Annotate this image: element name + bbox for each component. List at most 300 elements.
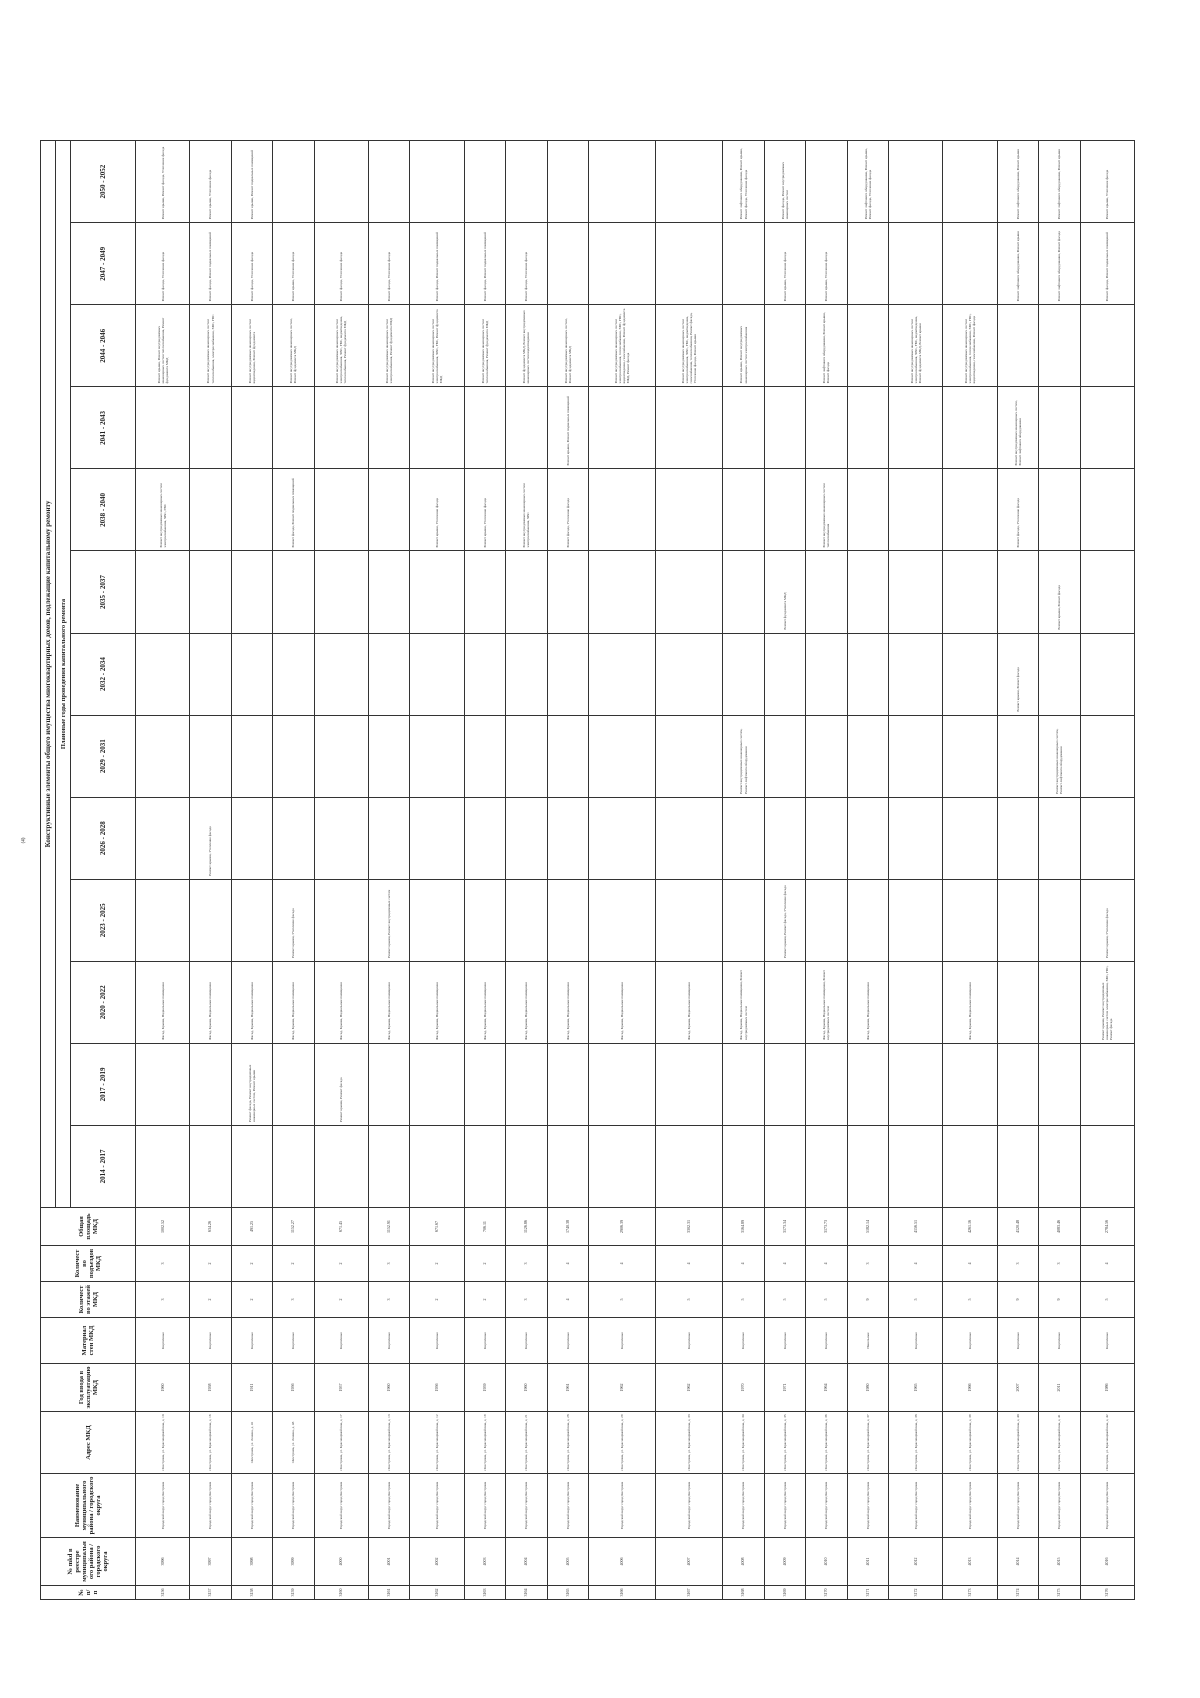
plan-cell — [464, 715, 505, 797]
period-header: 2017 - 2019 — [71, 1043, 136, 1125]
plan-cell — [889, 551, 943, 633]
entrance-count: 3 — [1039, 1246, 1080, 1282]
row-no: 3168 — [723, 1586, 764, 1600]
mkd-id: 4013 — [943, 1538, 997, 1586]
entrance-count: 2 — [314, 1246, 368, 1282]
plan-cell: Ремонт лифтового оборудования, Ремонт крыши — [1039, 141, 1080, 223]
floor-count: 5 — [656, 1282, 723, 1318]
year-built: 1956 — [273, 1364, 314, 1412]
mkd-id: 4005 — [547, 1538, 588, 1586]
plan-cell: Ремонт внутридомовых инженерных систем теплоснабжения — [806, 469, 847, 551]
floor-count: 5 — [764, 1282, 805, 1318]
district-name: Городской округ город Кострома — [588, 1474, 655, 1538]
entrance-count: 4 — [764, 1246, 805, 1282]
plan-cell: Ремонт крыши, Утепление фасада — [464, 469, 505, 551]
plan-cell — [1039, 305, 1080, 387]
table-row — [997, 141, 1038, 1600]
year-built: 1961 — [547, 1364, 588, 1412]
plan-cell — [273, 1125, 314, 1207]
plan-cell — [547, 1125, 588, 1207]
plan-cell — [368, 1043, 409, 1125]
district-name: Городской округ город Кострома — [231, 1474, 272, 1538]
entrance-count: 2 — [410, 1246, 464, 1282]
plan-cell — [723, 223, 764, 305]
floor-count: 3 — [506, 1282, 547, 1318]
row-no: 3171 — [847, 1586, 888, 1600]
plan-cell — [1039, 633, 1080, 715]
address: г.Кострома, ул. Красноармейская, д. 38 — [889, 1412, 943, 1474]
plan-cell — [368, 387, 409, 469]
entrance-count: 4 — [656, 1246, 723, 1282]
wall-material: Кирпичные — [547, 1318, 588, 1364]
entrance-count: 3 — [136, 1246, 190, 1282]
wall-material: Кирпичные — [506, 1318, 547, 1364]
plan-cell: Фасад, Крыша, Подвальные помещения — [847, 961, 888, 1043]
plan-cell: Фасад, Крыша, Подвальные помещения — [273, 961, 314, 1043]
plan-cell — [368, 1125, 409, 1207]
plan-cell — [847, 797, 888, 879]
plan-cell — [273, 551, 314, 633]
year-built: 2011 — [1039, 1364, 1080, 1412]
plan-cell: Ремонт внутридомовых инженерных систем, Ремонт фундамента МКД — [273, 305, 314, 387]
plan-cell — [464, 633, 505, 715]
year-built: 1962 — [656, 1364, 723, 1412]
district-name: Городской округ город Кострома — [997, 1474, 1038, 1538]
plan-cell — [588, 633, 655, 715]
plan-cell — [231, 879, 272, 961]
floor-count: 2 — [190, 1282, 231, 1318]
plan-cell — [506, 551, 547, 633]
year-built: 1970 — [723, 1364, 764, 1412]
plan-cell: Ремонт внутридомовых инженерных систем водоотведения, Ремонт фундамента — [231, 305, 272, 387]
plan-cell — [136, 387, 190, 469]
plan-cell — [764, 1043, 805, 1125]
table-subtitle: Плановые годы проведения капитального ремонта — [56, 141, 71, 1208]
district-name: Городской округ город Кострома — [723, 1474, 764, 1538]
plan-cell — [410, 387, 464, 469]
district-name: Городской округ город Кострома — [764, 1474, 805, 1538]
plan-cell — [723, 469, 764, 551]
district-name: Городской округ город Кострома — [847, 1474, 888, 1538]
plan-cell — [1080, 469, 1134, 551]
entrance-count: 4 — [1080, 1246, 1134, 1282]
plan-cell — [314, 1125, 368, 1207]
plan-cell: Ремонт крыши, Ремонт подвальных помещений — [547, 387, 588, 469]
table-row — [231, 141, 272, 1600]
plan-cell — [723, 1043, 764, 1125]
table-row — [656, 141, 723, 1600]
plan-cell — [764, 715, 805, 797]
plan-cell — [764, 305, 805, 387]
table-row — [190, 141, 231, 1600]
period-header: 2050 - 2052 — [71, 141, 136, 223]
year-built: 1964 — [806, 1364, 847, 1412]
address: г.Кострома, ул. Красноармейская, д. 42 — [1080, 1412, 1134, 1474]
plan-cell — [1080, 715, 1134, 797]
plan-cell — [506, 1125, 547, 1207]
plan-cell: Ремонт фасада, Ремонт внутридомовых инженерных систем, Ремонт крыши — [231, 1043, 272, 1125]
address: г.Кострома, ул. Красноармейская, д. 17 — [314, 1412, 368, 1474]
plan-cell — [588, 1043, 655, 1125]
plan-cell — [136, 1043, 190, 1125]
plan-cell: Ремонт крыши, Ремонт фасада, Утепление фасада — [764, 879, 805, 961]
entrance-count: 3 — [847, 1246, 888, 1282]
wall-material: Кирпичные — [588, 1318, 655, 1364]
plan-cell — [368, 715, 409, 797]
total-area: 1002.52 — [136, 1208, 190, 1246]
plan-cell — [943, 633, 997, 715]
plan-cell — [547, 633, 588, 715]
total-area: 491.25 — [231, 1208, 272, 1246]
address: г.Кострома, ул. Красноармейская, д. 34 — [723, 1412, 764, 1474]
period-header: 2020 - 2022 — [71, 961, 136, 1043]
plan-cell — [723, 1125, 764, 1207]
plan-cell — [464, 387, 505, 469]
plan-cell — [273, 633, 314, 715]
plan-cell — [547, 879, 588, 961]
total-area: 706.11 — [464, 1208, 505, 1246]
plan-cell: Ремонт внутридомовых инженерных систем электроснабжения, теплоснабжения, ХВС, ГВС, водоотведения, газоснабжения, Ремонт фасада — [943, 305, 997, 387]
plan-cell — [506, 879, 547, 961]
mkd-id: 4001 — [368, 1538, 409, 1586]
plan-cell: Ремонт крыши, Ремонт подвальных помещений — [231, 141, 272, 223]
plan-cell — [506, 633, 547, 715]
plan-cell — [764, 469, 805, 551]
plan-cell: Фасад, Крыша, Подвальные помещения, Ремонт внутридомовых систем — [723, 961, 764, 1043]
address: г.Кострома, ул. Красноармейская, д. 21 — [506, 1412, 547, 1474]
table-row — [273, 141, 314, 1600]
address: г.Кострома, ул. Красноармейская, д. 37 — [847, 1412, 888, 1474]
plan-cell — [588, 141, 655, 223]
plan-cell — [723, 879, 764, 961]
district-name: Городской округ город Кострома — [806, 1474, 847, 1538]
year-built: 1911 — [231, 1364, 272, 1412]
plan-cell — [368, 633, 409, 715]
plan-cell: Ремонт лифтового оборудования, Ремонт крыши — [997, 223, 1038, 305]
plan-cell — [943, 1125, 997, 1207]
plan-cell — [764, 961, 805, 1043]
mkd-id: 4016 — [1080, 1538, 1134, 1586]
address: г.Кострома, ул. Красноармейская, д. 35 — [764, 1412, 805, 1474]
plan-cell — [1039, 1043, 1080, 1125]
plan-cell — [190, 551, 231, 633]
plan-cell — [806, 797, 847, 879]
plan-cell — [368, 797, 409, 879]
year-built: 1966 — [943, 1364, 997, 1412]
mkd-id: 4003 — [464, 1538, 505, 1586]
plan-cell — [273, 1043, 314, 1125]
year-built: 1956 — [410, 1364, 464, 1412]
address: г.Кострома, ул. Красноармейская, д. 13 — [368, 1412, 409, 1474]
header-entrances: Количество подъездов МКД — [41, 1246, 136, 1282]
district-name: Городской округ город Кострома — [1080, 1474, 1134, 1538]
header-district: Наименование муниципального района / городского округа — [41, 1474, 136, 1538]
row-no: 3173 — [943, 1586, 997, 1600]
wall-material: Кирпичные — [1039, 1318, 1080, 1364]
plan-cell: Ремонт лифтового оборудования, Ремонт крыши — [997, 141, 1038, 223]
plan-cell — [314, 879, 368, 961]
plan-cell — [136, 1125, 190, 1207]
row-no: 3165 — [547, 1586, 588, 1600]
floor-count: 3 — [368, 1282, 409, 1318]
plan-cell — [656, 1043, 723, 1125]
floor-count: 2 — [314, 1282, 368, 1318]
plan-cell: Ремонт крыши, Утепление фасада — [273, 879, 314, 961]
total-area: 3164.89 — [723, 1208, 764, 1246]
plan-cell — [997, 715, 1038, 797]
row-no: 3157 — [190, 1586, 231, 1600]
table-row — [136, 141, 190, 1600]
plan-cell: Ремонт внутридомовых инженерных систем, Ремонт лифтового оборудования — [997, 387, 1038, 469]
plan-cell — [847, 1125, 888, 1207]
plan-cell: Фасад, Крыша, Подвальные помещения — [588, 961, 655, 1043]
plan-cell — [506, 141, 547, 223]
total-area: 1152.91 — [368, 1208, 409, 1246]
floor-count: 9 — [997, 1282, 1038, 1318]
plan-cell — [1080, 387, 1134, 469]
plan-cell — [656, 141, 723, 223]
plan-cell: Ремонт крыши, Утепление фасада — [764, 223, 805, 305]
plan-cell — [943, 715, 997, 797]
address: г.Кострома, ул. Красноармейская, д. 19 — [464, 1412, 505, 1474]
entrance-count: 3 — [506, 1246, 547, 1282]
year-built: 1958 — [190, 1364, 231, 1412]
plan-cell: Фасад, Крыша, Подвальные помещения — [231, 961, 272, 1043]
plan-cell — [368, 469, 409, 551]
plan-cell — [889, 223, 943, 305]
floor-count: 2 — [231, 1282, 272, 1318]
page-number: (4) — [21, 837, 27, 844]
district-name: Городской округ город Кострома — [889, 1474, 943, 1538]
plan-cell — [368, 551, 409, 633]
table-row — [588, 141, 655, 1600]
plan-cell — [1039, 387, 1080, 469]
header-address: Адрес МКД — [41, 1412, 136, 1474]
plan-cell — [506, 1043, 547, 1125]
plan-cell — [547, 715, 588, 797]
plan-cell — [997, 879, 1038, 961]
plan-cell — [1039, 961, 1080, 1043]
period-header: 2044 - 2046 — [71, 305, 136, 387]
plan-cell — [943, 879, 997, 961]
plan-cell — [588, 879, 655, 961]
plan-cell: Ремонт внутридомовых инженерных систем электроснабжения, ХВС, ГВС, водоотведения, газоснабжения, теплоснабжения, Ремонт фасада, Утепление фасада, Ремонт крыши — [656, 305, 723, 387]
period-header: 2026 - 2028 — [71, 797, 136, 879]
address: г.Кострома, ул. Красноармейская, д. 36 — [806, 1412, 847, 1474]
plan-cell — [889, 879, 943, 961]
wall-material: Кирпичные — [656, 1318, 723, 1364]
plan-cell — [889, 633, 943, 715]
plan-cell — [136, 551, 190, 633]
plan-cell — [190, 1125, 231, 1207]
address: г.Кострома, ул. Красноармейская, д. 28 — [547, 1412, 588, 1474]
mkd-id: 3998 — [231, 1538, 272, 1586]
header-no: № п/п — [41, 1586, 136, 1600]
plan-cell: Фасад, Крыша, Подвальные помещения — [464, 961, 505, 1043]
plan-cell: Ремонт крыши, Ремонт фасада — [314, 1043, 368, 1125]
total-area: 4156.51 — [889, 1208, 943, 1246]
total-area: 4120.48 — [997, 1208, 1038, 1246]
plan-cell — [190, 715, 231, 797]
plan-cell: Ремонт внутридомовых инженерных систем, Ремонт лифтового оборудования — [1039, 715, 1080, 797]
plan-cell — [943, 469, 997, 551]
plan-cell — [889, 469, 943, 551]
plan-cell — [656, 797, 723, 879]
plan-cell — [231, 1125, 272, 1207]
plan-cell — [889, 961, 943, 1043]
mkd-id: 3999 — [273, 1538, 314, 1586]
wall-material: Кирпичные — [368, 1318, 409, 1364]
plan-cell: Фасад, Крыша, Подвальные помещения — [314, 961, 368, 1043]
plan-cell — [806, 633, 847, 715]
plan-cell — [847, 1043, 888, 1125]
plan-cell — [997, 551, 1038, 633]
period-header: 2014 - 2017 — [71, 1125, 136, 1207]
entrance-count: 2 — [190, 1246, 231, 1282]
plan-cell — [889, 715, 943, 797]
plan-cell: Ремонт внутридомовых инженерных систем, Ремонт лифтового оборудования — [723, 715, 764, 797]
plan-cell — [588, 797, 655, 879]
plan-cell — [410, 879, 464, 961]
wall-material: Кирпичные — [997, 1318, 1038, 1364]
plan-cell — [136, 797, 190, 879]
year-built: 1980 — [847, 1364, 888, 1412]
plan-cell: Ремонт фасада, Ремонт подвальных помещений — [1080, 223, 1134, 305]
address: г.Кострома, ул. Красноармейская, д. 10 — [136, 1412, 190, 1474]
plan-cell — [656, 223, 723, 305]
wall-material: Кирпичные — [410, 1318, 464, 1364]
entrance-count: 3 — [997, 1246, 1038, 1282]
mkd-id: 4002 — [410, 1538, 464, 1586]
plan-cell — [997, 1125, 1038, 1207]
plan-cell — [547, 1043, 588, 1125]
row-no: 3172 — [889, 1586, 943, 1600]
plan-cell — [464, 1043, 505, 1125]
wall-material: Кирпичные — [943, 1318, 997, 1364]
total-area: 5182.14 — [847, 1208, 888, 1246]
year-built: 1960 — [368, 1364, 409, 1412]
plan-cell: Ремонт лифтового оборудования, Ремонт крыши, Ремонт фасада — [806, 305, 847, 387]
row-no: 3166 — [588, 1586, 655, 1600]
table-row — [847, 141, 888, 1600]
plan-cell — [806, 141, 847, 223]
plan-cell — [410, 551, 464, 633]
mkd-id: 4006 — [588, 1538, 655, 1586]
district-name: Городской округ город Кострома — [1039, 1474, 1080, 1538]
row-no: 3174 — [997, 1586, 1038, 1600]
plan-cell — [588, 223, 655, 305]
address: г.Кострома, ул. Красноармейская, д. 41 — [1039, 1412, 1080, 1474]
table-row — [1039, 141, 1080, 1600]
plan-cell — [314, 797, 368, 879]
address: г.Кострома, ул. Ленина, д. 43 — [273, 1412, 314, 1474]
mkd-id: 4007 — [656, 1538, 723, 1586]
plan-cell — [273, 715, 314, 797]
entrance-count: 4 — [588, 1246, 655, 1282]
plan-cell: Ремонт фасада, Ремонт подвальных помещений — [410, 223, 464, 305]
plan-cell: Ремонт внутридомовых инженерных систем, Ремонт фундамента МКД — [547, 305, 588, 387]
table-row — [410, 141, 464, 1600]
plan-cell — [847, 469, 888, 551]
floor-count: 5 — [943, 1282, 997, 1318]
floor-count: 5 — [806, 1282, 847, 1318]
district-name: Городской округ город Кострома — [656, 1474, 723, 1538]
plan-cell — [231, 797, 272, 879]
total-area: 3173.73 — [806, 1208, 847, 1246]
plan-cell: Ремонт внутридомовых инженерных систем электроснабжения, Ремонт фундамента МКД — [368, 305, 409, 387]
total-area: 671.45 — [314, 1208, 368, 1246]
plan-cell — [273, 387, 314, 469]
plan-cell: Ремонт крыши, Ремонт внутридомовых систем — [368, 879, 409, 961]
total-area: 634.26 — [190, 1208, 231, 1246]
plan-cell — [806, 715, 847, 797]
plan-cell — [764, 633, 805, 715]
plan-cell — [273, 797, 314, 879]
plan-cell: Ремонт крыши, Ремонт внутридомовых инженерных систем электроснабжения, ХВС, ГВС, Ремонт фасада — [1080, 961, 1134, 1043]
total-area: 2906.39 — [588, 1208, 655, 1246]
plan-cell — [190, 387, 231, 469]
total-area: 1740.38 — [547, 1208, 588, 1246]
plan-cell: Фасад, Крыша, Подвальные помещения — [136, 961, 190, 1043]
mkd-id: 4008 — [723, 1538, 764, 1586]
plan-cell: Ремонт лифтового оборудования, Ремонт крыши, Ремонт фасада, Утепление фасада — [723, 141, 764, 223]
entrance-count: 2 — [231, 1246, 272, 1282]
plan-cell — [656, 879, 723, 961]
plan-cell — [943, 1043, 997, 1125]
total-area: 671.67 — [410, 1208, 464, 1246]
year-built: 1965 — [889, 1364, 943, 1412]
plan-cell — [1039, 797, 1080, 879]
floor-count: 9 — [847, 1282, 888, 1318]
row-no: 3169 — [764, 1586, 805, 1600]
mkd-id: 3996 — [136, 1538, 190, 1586]
total-area: 3173.34 — [764, 1208, 805, 1246]
plan-cell: Ремонт фасада, Утепление фасада — [547, 469, 588, 551]
row-no: 3161 — [368, 1586, 409, 1600]
address: г.Кострома, ул. Красноармейская, д. 40 — [997, 1412, 1038, 1474]
mkd-id: 4011 — [847, 1538, 888, 1586]
row-no: 3156 — [136, 1586, 190, 1600]
mkd-id: 4010 — [806, 1538, 847, 1586]
plan-cell — [847, 387, 888, 469]
plan-cell — [410, 141, 464, 223]
floor-count: 3 — [136, 1282, 190, 1318]
plan-cell — [847, 715, 888, 797]
year-built: 2007 — [997, 1364, 1038, 1412]
plan-cell: Фасад, Крыша, Подвальные помещения, Ремонт внутридомовых систем — [806, 961, 847, 1043]
plan-cell — [806, 879, 847, 961]
wall-material: Кирпичные — [723, 1318, 764, 1364]
table-row — [314, 141, 368, 1600]
plan-cell — [847, 551, 888, 633]
plan-cell — [368, 141, 409, 223]
table-row — [368, 141, 409, 1600]
entrance-count: 4 — [943, 1246, 997, 1282]
plan-cell: Ремонт фасада, Утепление фасада — [997, 469, 1038, 551]
plan-cell — [231, 715, 272, 797]
row-no: 3167 — [656, 1586, 723, 1600]
plan-cell — [847, 223, 888, 305]
plan-cell: Ремонт крыши, Утепление фасада — [1080, 879, 1134, 961]
row-no: 3162 — [410, 1586, 464, 1600]
plan-cell — [806, 551, 847, 633]
plan-cell — [588, 1125, 655, 1207]
plan-cell — [943, 141, 997, 223]
district-name: Городской округ город Кострома — [136, 1474, 190, 1538]
plan-cell: Ремонт внутридомовых инженерных систем электроснабжения, ХВС — [506, 469, 547, 551]
plan-cell — [806, 387, 847, 469]
plan-cell: Фасад, Крыша, Подвальные помещения — [656, 961, 723, 1043]
